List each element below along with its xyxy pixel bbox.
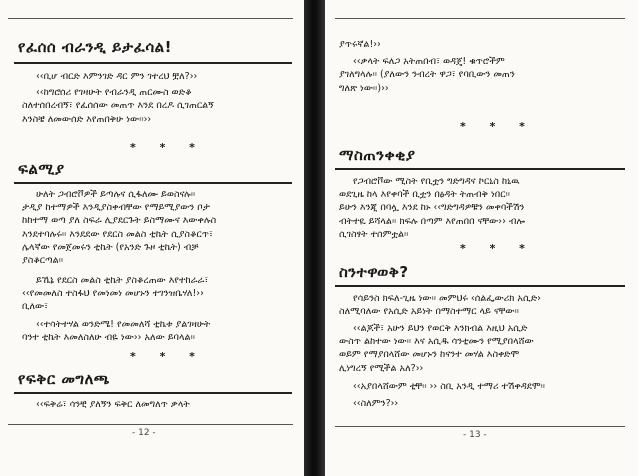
page-number: - 13 -: [463, 430, 487, 440]
text-line: ሊነግረኝ የሚችል አለ?››: [339, 362, 424, 374]
text-line: ግለጽ ነው፡፡)››: [339, 82, 389, 94]
paragraph: [36, 398, 190, 411]
text-line: ከከተማ ወጣ ያለ ስፍራ ሊያደርጉት ይስማሙና እውቀሉስ: [22, 215, 217, 227]
paragraph: [339, 292, 541, 318]
paragraph: [22, 318, 210, 344]
paragraph: [339, 322, 534, 375]
left-page: [0, 0, 305, 476]
paragraph: [339, 38, 515, 95]
text-line: የጋብሮቮው ሚስት የቢቷን ግድግዳና ኮርኒስ ከኒዉ: [353, 176, 520, 187]
text-line: ያገለግላሉ፡፡ (ያለውን ንብረት ዋጋ፣ የባቢውን መጠን: [339, 69, 515, 81]
page-number: - 12 -: [132, 428, 156, 438]
text-line: ወደጊዜ ከላ እየቀባች ቢቷን በፅዳት ትጠብቅ ነበር፡፡: [339, 189, 510, 201]
text-line: ሌላኛው የመጀመሩን ቲኬት (የአንድ ጉዞ ቲኬት) ብቻ: [22, 241, 199, 253]
section-separator-stars: * * *: [460, 242, 535, 255]
text-line: ስለሚባለው የአሲድ አይነት በማስተማር ላይ ናቸው፡፡: [339, 306, 520, 318]
text-line: እንስቼ ለመውሰድ እየጠበቅሁ ነው፡፡››: [22, 113, 152, 125]
heading-rule: [14, 182, 292, 184]
text-line: ‹‹ልጆች፣ አሁን ይህን የወርቅ እንክብል እዚህ አሲድ: [353, 323, 528, 334]
text-line: ‹‹ቢሆ ብርድ እምንገድ ዳር ምን ገተረህ ቿለ?››: [36, 71, 198, 82]
text-line: ይሁን እንጂ በባሏ እንደ ከኑ ‹‹ግድግዳዎቹን መቀባችሽን: [339, 202, 525, 214]
paragraph: [22, 70, 214, 126]
heading-spilled-brandy: የፈሰሰ ብራንዲ ይታፈሳል!: [18, 38, 173, 56]
heading-fight: ፍልሚያ: [18, 160, 65, 178]
paragraph: [22, 188, 216, 267]
paragraph: [339, 175, 525, 241]
text-line: ‹‹ተሳትተሃል ወንድሜ! የመመለሻ ቲኬቱ ያልገዛሁት: [36, 319, 211, 330]
text-line: ይኼኔ የደርስ መልስ ቲኬት ያስቆረጠው እየተከራራ፣: [36, 275, 209, 286]
heading-rule: [14, 62, 292, 64]
text-line: ያጥሩኛል!››: [339, 39, 381, 50]
text-line: ወይም የማያበላሸው መሆኑን ከናንተ መሃል እስቀድሞ: [339, 349, 520, 361]
section-separator-stars: * * *: [460, 120, 535, 133]
top-border-line: [8, 18, 293, 19]
text-line: እንደተባሉሩ፡፡ እንደደው የደርስ መልስ ቲኬት ሲያስቆርጥ፣: [22, 228, 213, 240]
text-line: ስለተሰበረብኝ፣ የፈሰሰው መጠጥ እንደ በረዶ ሲገጠርልኝ: [22, 100, 214, 112]
text-line: ታዲያ ከተማዎች እንዲያስቀብቸው የማይሚያውን ቦታ: [22, 202, 210, 214]
text-line: ‹‹የመመለስ ተስፋህ የመነመነ መሆኑን ተገንዝቤሃለ!››: [22, 288, 204, 300]
text-line: ውስጥ ልከተው ነው፡፡ እና አሲዱ ሳንቲሙን የሚያበላሸው: [339, 336, 534, 348]
bottom-border-line: [8, 424, 293, 425]
text-line: የሳይንስ ክፍለ-ጊዜ ነው፡፡ መምህሩ ‹ሰልፌውሪክ አሲድ›: [353, 293, 541, 304]
section-separator-stars: * * *: [130, 141, 205, 154]
text-line: ሲገስፃት ተሰምቷል፡፡: [339, 228, 409, 240]
heading-rule: [335, 285, 625, 287]
heading-lets-get-acquainted: ስንተዋወቅ?: [339, 263, 409, 281]
bottom-border-line: [335, 426, 625, 427]
text-line: ብትተዪ ይሻላል፡፡ ክፍሉ በጣም እየጠበበ ናቸው›› ብሎ: [339, 215, 526, 227]
text-line: ‹‹ፍቅሬ፣ ሳንቺ ያለኝን ፍቅር ለመግለጥ ቃላት: [36, 399, 190, 410]
section-separator-stars: * * *: [130, 350, 205, 363]
text-line: ‹‹ከግሮሰሪ የገዛሁት የብራንዲ ጠርሙስ ወድቆ: [36, 87, 192, 99]
text-line: ‹‹ስለምን?››: [353, 398, 399, 410]
text-line: ሁለት ጋብሮቮዎች ይጣሉና ሲፋለሙ ይወስናሉ፡፡: [36, 189, 196, 200]
right-page: [325, 0, 638, 476]
text-line: ያስቆርጣል፡፡: [22, 255, 64, 267]
heading-rule: [335, 168, 625, 170]
heading-warning: ማስጠንቀቂያ: [339, 146, 416, 164]
heading-rule: [14, 392, 292, 394]
heading-love-expression: የፍቅር መግለጫ: [18, 370, 110, 388]
text-line: ቢለው፣: [22, 301, 49, 313]
text-line: ‹‹አያበላሸውም ቲቸ፡፡ ›› ስቢ አንዲ ተማሪ ተሽቀዳደሞ፡፡: [353, 381, 546, 392]
text-line: ባንተ ቲኬት እመለስለሁ ብዬ ነው›› አለው ይባላል፡፡: [22, 332, 196, 344]
top-border-line: [335, 18, 625, 19]
text-line: ‹‹ቃላት ፍለጋ አትጠበብ፣ ወዳጄ! ቁጥሮችም: [353, 56, 505, 68]
paragraph: [339, 380, 545, 410]
book-spine: [304, 0, 326, 476]
paragraph: [22, 274, 208, 314]
